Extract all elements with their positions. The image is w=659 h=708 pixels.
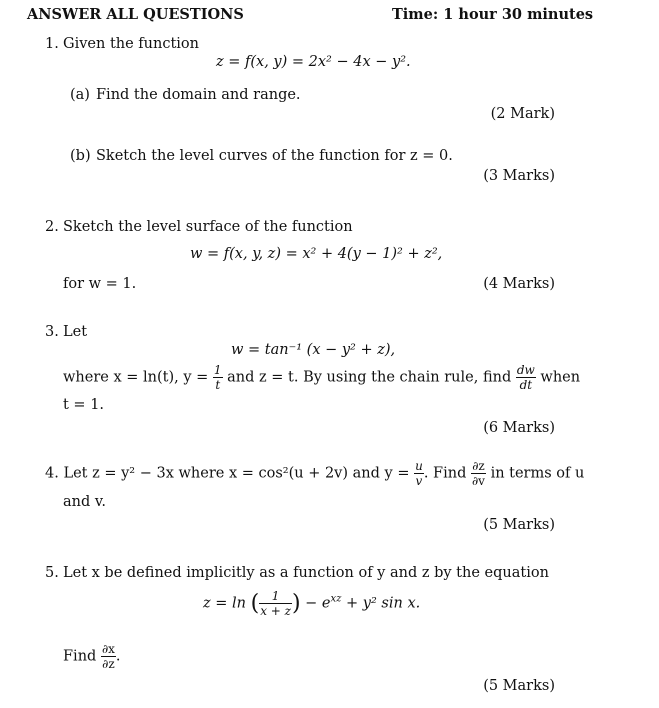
q2-number: 2. (45, 219, 59, 235)
q5-right-paren: ) (291, 591, 301, 616)
q4-line1-a: Let z = y² − 3x where x = cos²(u + 2v) and y = (63, 465, 410, 482)
exam-instruction: ANSWER ALL QUESTIONS (27, 6, 244, 23)
q3-marks: (6 Marks) (483, 420, 555, 436)
q5-find-end: . (115, 648, 121, 665)
q3-frac-dw-dt: $\frac{dw}{dt}$ (516, 363, 535, 392)
q4-line1-b: . Find (423, 465, 467, 482)
q5-eq-sup: xz (330, 593, 342, 605)
q4-number-line (45, 460, 584, 487)
q1b-label: (b) (70, 148, 91, 164)
q3-number: 3. (45, 324, 59, 340)
q3-line1 (63, 364, 580, 391)
q3-line1-b: and z = t. By using the chain rule, find (227, 369, 512, 386)
q2-equation: w = f(x, y, z) = x² + 4(y − 1)² + z², (190, 246, 443, 262)
q4-line2: and v. (63, 494, 106, 510)
q1a-text: Find the domain and range. (96, 87, 301, 103)
q5-eq-b: − e (305, 595, 331, 612)
q3-line1-c: when (540, 369, 581, 386)
exam-time: Time: 1 hour 30 minutes (392, 6, 594, 23)
q2-after: for w = 1. (63, 276, 137, 292)
q3-line2: t = 1. (63, 397, 105, 413)
q5-find: Find (63, 648, 97, 665)
q3-line1-a: where x = ln(t), y = (63, 369, 209, 386)
q1a-marks: (2 Mark) (490, 106, 555, 122)
q5-left-paren: ( (250, 591, 260, 616)
q5-equation (203, 590, 420, 617)
q5-eq-c: + y² sin x. (346, 595, 421, 612)
q5-eq-a: z = ln (203, 595, 246, 612)
q4-line1-c: in terms of u (490, 465, 585, 482)
q4-marks: (5 Marks) (483, 517, 555, 533)
q2-intro: Sketch the level surface of the function (63, 219, 353, 235)
q5-intro: Let x be defined implicitly as a function of y and z by the equation (63, 565, 549, 581)
q5-marks: (5 Marks) (483, 678, 555, 694)
q3-equation: w = tan⁻¹ (x − y² + z), (231, 342, 396, 358)
q4-number: 4. (45, 465, 59, 482)
q3-intro: Let (63, 324, 88, 340)
q5-find-line (63, 643, 121, 670)
q2-marks: (4 Marks) (483, 276, 555, 292)
q5-number: 5. (45, 565, 59, 581)
q4-frac-dz-dv: $\frac{\partial z}{\partial v}$ (471, 459, 485, 488)
q1b-marks: (3 Marks) (483, 168, 555, 184)
q5-eq-fraction: $\frac{1}{x + z}$ (260, 589, 291, 618)
q4-frac-u-over-v: $\frac{u}{v}$ (415, 459, 423, 488)
q5-frac-dx-dz: $\frac{\partial x}{\partial z}$ (101, 642, 115, 671)
q1-number: 1. (45, 36, 59, 52)
q1-intro: Given the function (63, 36, 199, 52)
q1-equation: z = f(x, y) = 2x² − 4x − y². (216, 54, 411, 70)
q1b-text: Sketch the level curves of the function for z = 0. (96, 148, 453, 164)
q1a-label: (a) (70, 87, 90, 103)
q3-frac-1-over-t: $\frac{1}{t}$ (213, 363, 222, 392)
